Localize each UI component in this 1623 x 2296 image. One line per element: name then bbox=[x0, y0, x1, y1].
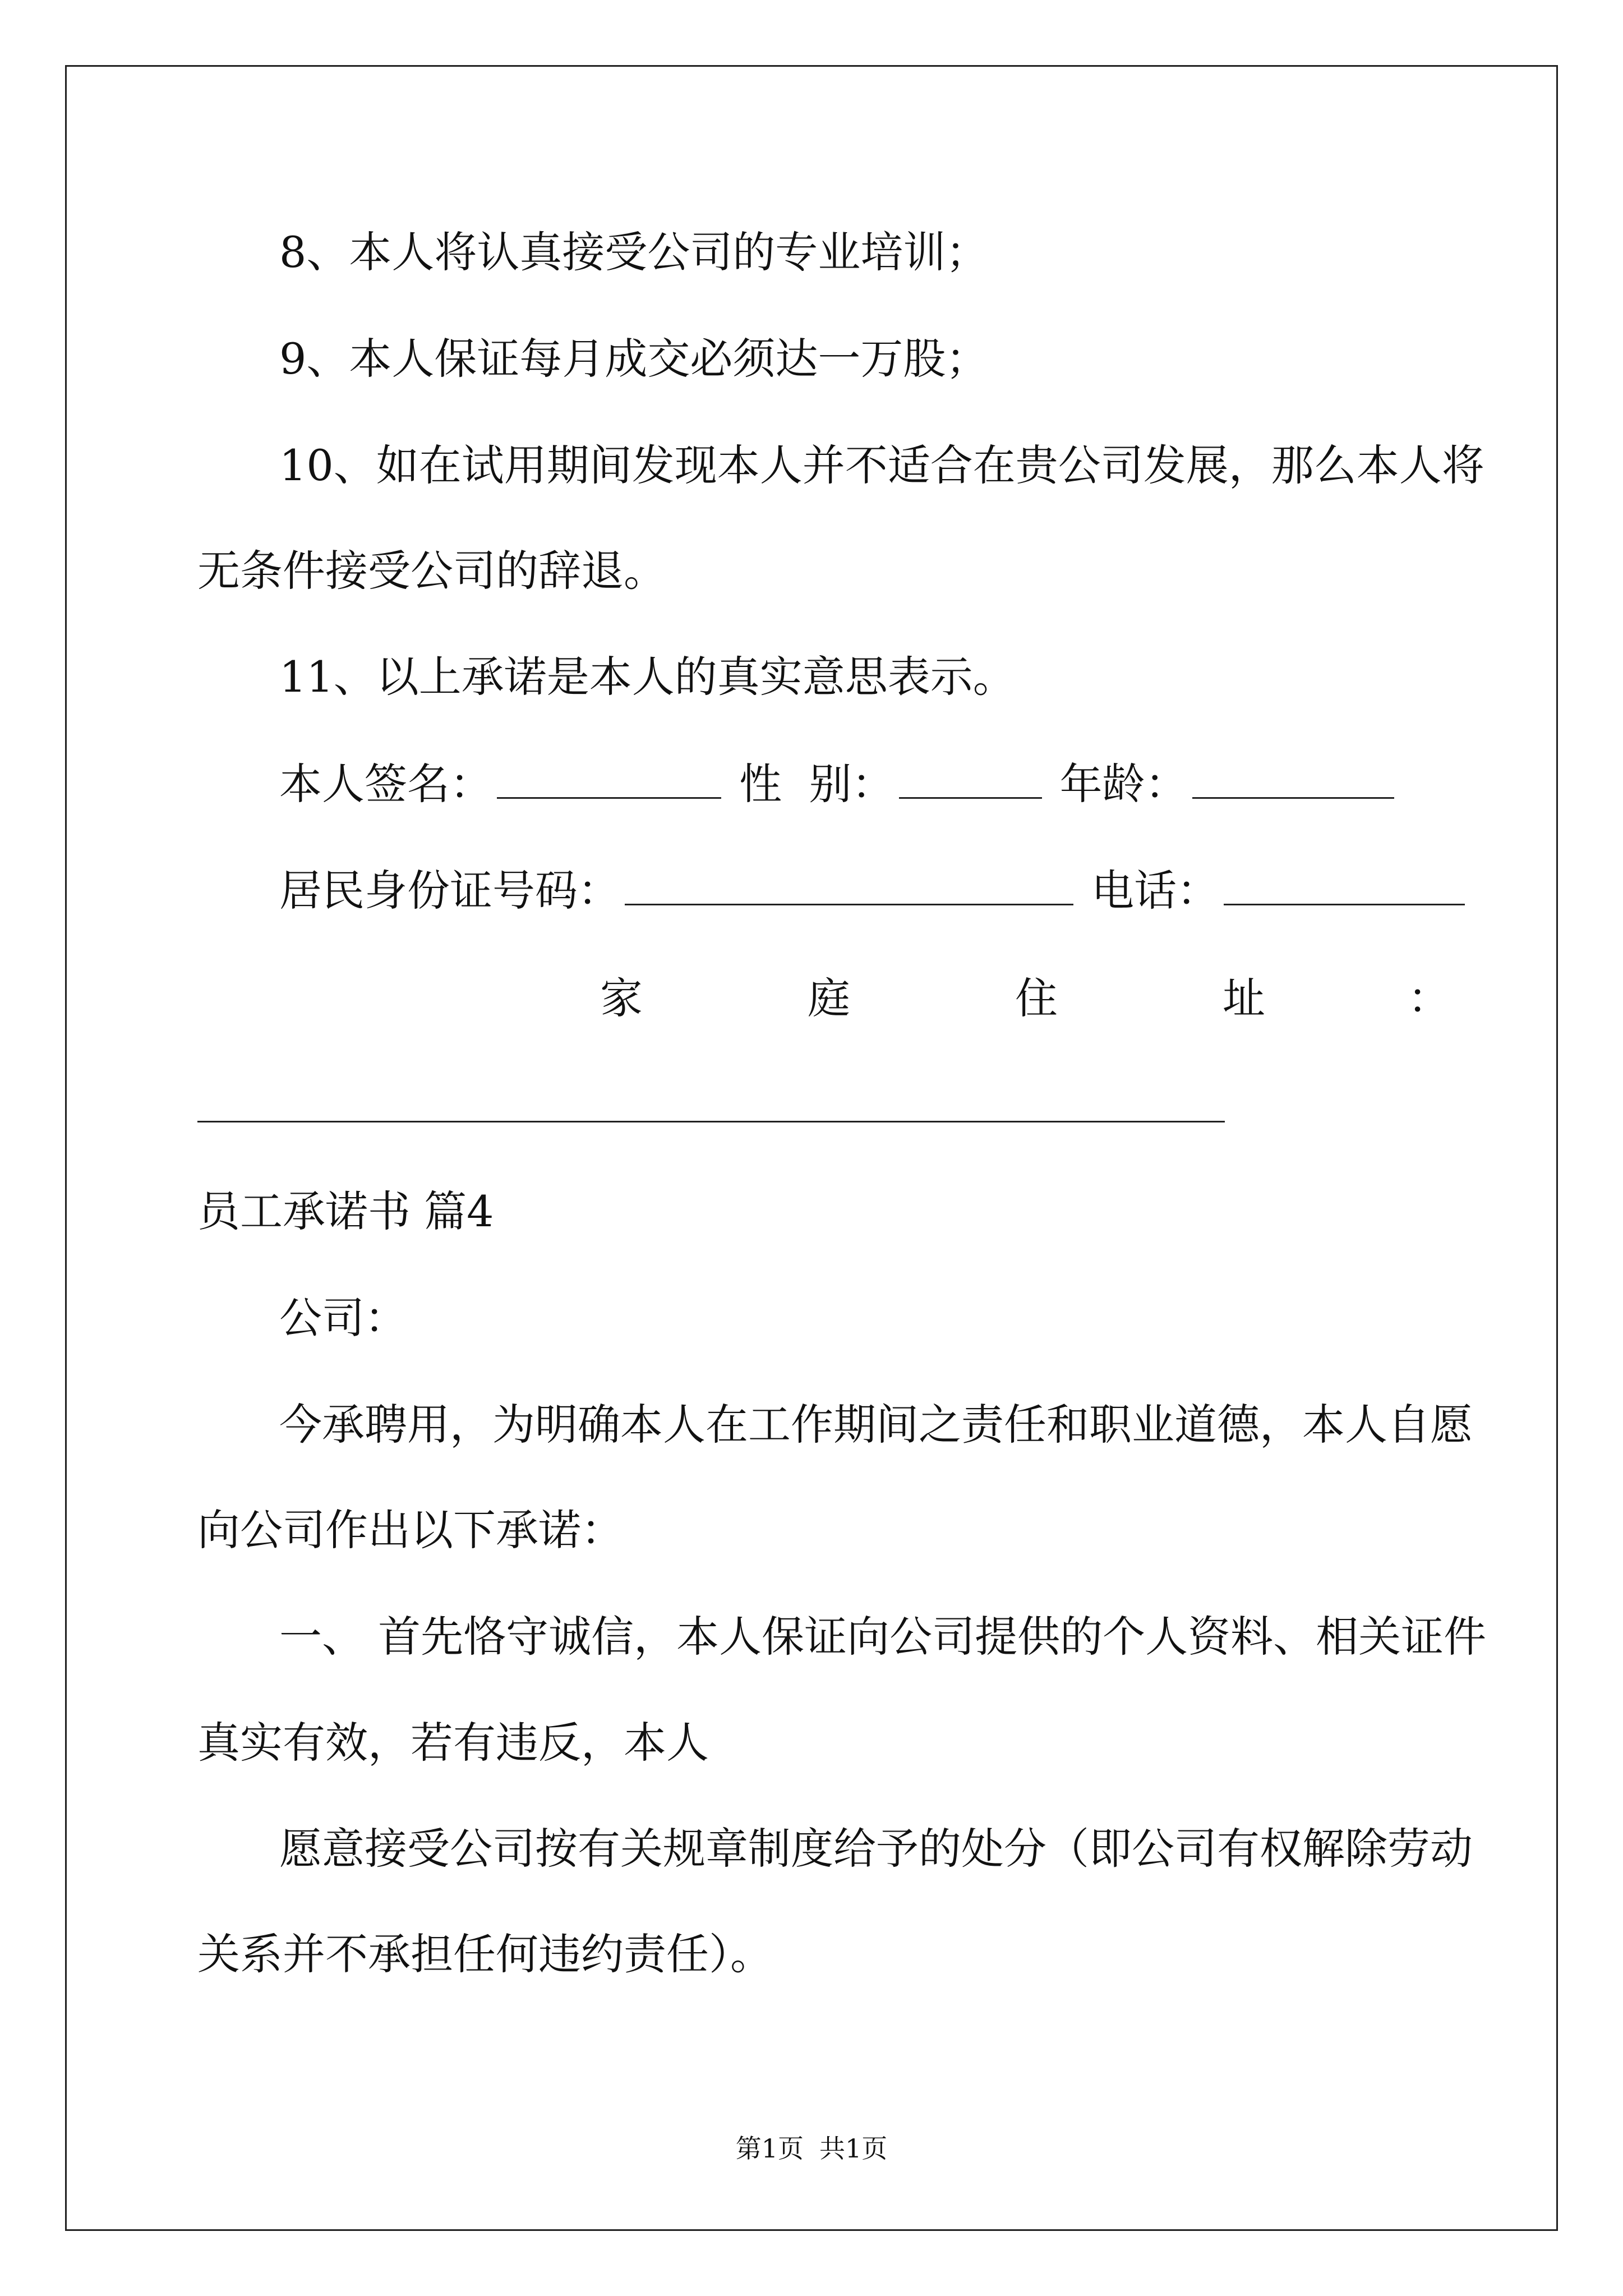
item-10-line-2: 无条件接受公司的辞退。 bbox=[197, 546, 666, 596]
phone-blank[interactable] bbox=[1224, 864, 1465, 905]
address-char-4: 址 bbox=[1223, 973, 1265, 1023]
item-11: 11、以上承诺是本人的真实意思表示。 bbox=[279, 652, 1016, 702]
address-char-2: 庭 bbox=[808, 973, 850, 1023]
promise-1-line-1: 一、 首先恪守诚信，本人保证向公司提供的个人资料、相关证件 bbox=[279, 1612, 1487, 1662]
promise-2-line-1: 愿意接受公司按有关规章制度给予的处分（即公司有权解除劳动 bbox=[279, 1824, 1473, 1874]
section-title: 员工承诺书 篇4 bbox=[197, 1186, 494, 1236]
address-blank[interactable] bbox=[197, 1121, 1225, 1122]
intro-line-1: 今承聘用，为明确本人在工作期间之责任和职业道德，本人自愿 bbox=[279, 1400, 1473, 1450]
gender-blank[interactable] bbox=[899, 758, 1042, 799]
id-blank[interactable] bbox=[625, 864, 1073, 905]
phone-label: 电话： bbox=[1091, 866, 1220, 915]
page-number-current: 第1页 bbox=[735, 2133, 804, 2164]
item-10-line-1: 10、如在试用期间发现本人并不适合在贵公司发展，那么本人将 bbox=[279, 440, 1484, 490]
item-8: 8、本人将认真接受公司的专业培训； bbox=[279, 227, 989, 277]
salutation: 公司： bbox=[279, 1293, 407, 1343]
promise-1-line-2: 真实有效，若有违反，本人 bbox=[197, 1718, 709, 1768]
id-label: 居民身份证号码： bbox=[279, 866, 620, 915]
signature-label: 本人签名： bbox=[279, 759, 492, 809]
gender-label: 性 别： bbox=[739, 759, 895, 809]
item-9: 9、本人保证每月成交必须达一万股； bbox=[279, 334, 989, 384]
intro-line-2: 向公司作出以下承诺： bbox=[197, 1505, 624, 1555]
address-char-3: 住 bbox=[1015, 973, 1058, 1023]
age-blank[interactable] bbox=[1192, 758, 1394, 799]
address-char-1: 家 bbox=[600, 973, 643, 1023]
promise-2-line-2: 关系并不承担任何违约责任）。 bbox=[197, 1929, 773, 1979]
signature-row bbox=[279, 756, 1399, 812]
address-row bbox=[197, 970, 1450, 1027]
page-border bbox=[65, 65, 1558, 2231]
address-char-5: ： bbox=[1408, 973, 1450, 1023]
id-row bbox=[279, 863, 1469, 919]
page-number-total: 共1页 bbox=[819, 2133, 888, 2164]
signature-blank[interactable] bbox=[497, 758, 721, 799]
page-footer bbox=[0, 2132, 1623, 2165]
age-label: 年龄： bbox=[1059, 759, 1188, 809]
